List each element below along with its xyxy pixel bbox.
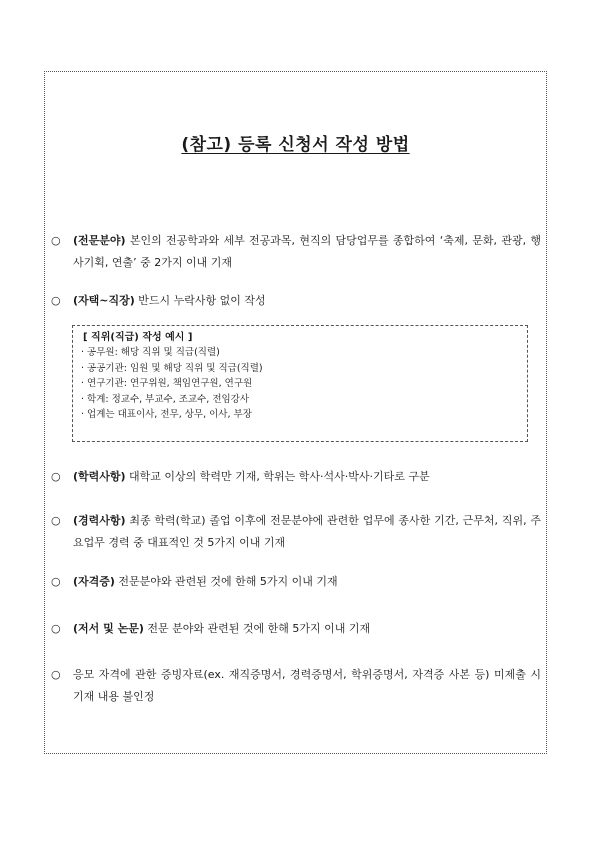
example-line: · 공무원: 해당 직위 및 직급(직렬) [81, 347, 220, 358]
bullet-circle: ○ [51, 294, 61, 307]
item-label: (저서 및 논문) [73, 622, 144, 635]
bullet-circle: ○ [51, 234, 61, 247]
item-license [51, 571, 541, 593]
bullet-circle: ○ [51, 622, 61, 635]
bullet-circle: ○ [51, 668, 61, 681]
item-text: 전문 분야와 관련된 것에 한해 5가지 이내 기재 [143, 622, 371, 635]
item-text: 최종 학력(학교) 졸업 이후에 전문분야에 관련한 업무에 종사한 기간, 근무처, 직위, 주요업무 경력 중 대표적인 것 5가지 이내 기재 [73, 514, 541, 549]
item-career [51, 510, 541, 554]
position-example-box [72, 325, 528, 442]
item-label: (자택~직장) [73, 294, 135, 307]
item-specialty [51, 230, 541, 274]
page-title: (참고) 등록 신청서 작성 방법 [181, 135, 410, 155]
example-line: · 공공기관: 임원 및 해당 직위 및 직급(직렬) [81, 362, 263, 374]
item-text: 전문분야와 관련된 것에 한해 5가지 이내 기재 [114, 575, 338, 588]
item-label: (학력사항) [73, 470, 126, 483]
item-text: 응모 자격에 관한 증빙자료(ex. 재직증명서, 경력증명서, 학위증명서, 자격증 사본 등) 미제출 시 기재 내용 불인정 [73, 668, 541, 703]
item-publications [51, 618, 541, 640]
document-frame [44, 71, 547, 754]
item-evidence [51, 664, 541, 708]
bullet-circle: ○ [51, 470, 61, 483]
item-address [51, 290, 541, 312]
example-line: · 업계는 대표이사, 전무, 상무, 이사, 부장 [81, 409, 252, 420]
example-line: · 연구기관: 연구위원, 책임연구원, 연구원 [81, 378, 253, 389]
example-line: · 학계: 정교수, 부교수, 조교수, 전임강사 [81, 393, 250, 405]
item-education [51, 466, 541, 488]
item-label: (자격증) [73, 575, 115, 588]
item-text: 대학교 이상의 학력만 기재, 학위는 학사·석사·박사·기타로 구분 [125, 470, 430, 483]
item-label: (전문분야) [73, 234, 126, 247]
item-text: 본인의 전공학과와 세부 전공과목, 현직의 담당업무를 종합하여 ‘축제, 문화, 관광, 행사기획, 연출’ 중 2가지 이내 기재 [73, 234, 541, 269]
bullet-circle: ○ [51, 575, 61, 588]
item-label: (경력사항) [73, 514, 126, 527]
item-text: 반드시 누락사항 없이 작성 [134, 294, 266, 307]
example-title: [ 직위(직급) 작성 예시 ] [83, 332, 193, 343]
bullet-circle: ○ [51, 514, 61, 527]
